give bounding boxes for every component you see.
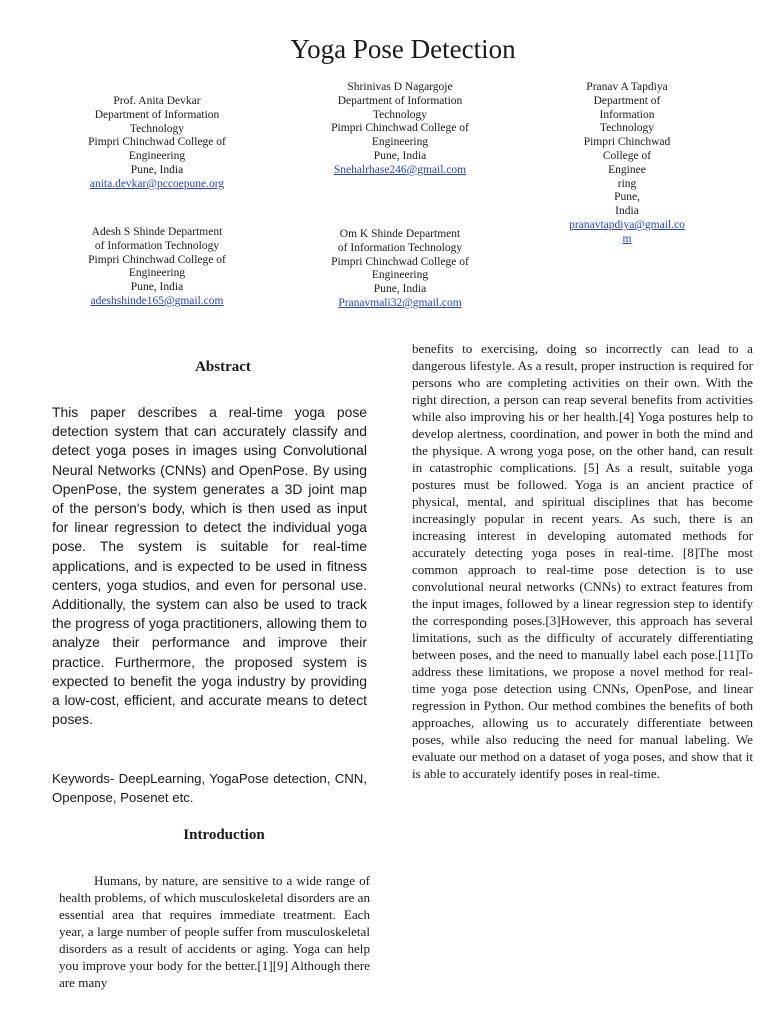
author-block-4 xyxy=(62,226,252,309)
author-dept: Department of Information xyxy=(337,94,463,107)
author-email-link[interactable]: m xyxy=(622,232,632,245)
author-college: Pimpri Chinchwad College of xyxy=(331,255,469,268)
author-college: Engineering xyxy=(128,150,186,163)
author-email-link[interactable]: Snehalrhase246@gmail.com xyxy=(333,163,467,176)
author-email-link[interactable]: pranavtapdiya@gmail.co xyxy=(569,218,685,231)
author-college: Engineering xyxy=(371,136,429,149)
author-dept: Technology xyxy=(129,122,185,135)
author-college: Enginee xyxy=(608,163,646,176)
paper-title: Yoga Pose Detection xyxy=(290,34,516,64)
author-location: India xyxy=(615,205,639,218)
author-email-link[interactable]: adeshshinde165@gmail.com xyxy=(90,294,224,307)
abstract-body: This paper describes a real-time yoga pose detection system that can accurately classify and detect yoga poses in images using Convolutional Neural Networks (CNNs) and OpenPose. By using OpenPose, the system generates a 3D joint map of the person's body, which is then used as input for linear regression to detect the individual yoga pose. The system is suitable for real-time applications, and is expected to be used in fitness centers, yoga studios, and even for personal use. Additionally, the system can also be used to track the progress of yoga practitioners, allowing them to analyze their performance and improve their practice. Furthermore, the proposed system is expected to benefit the yoga industry by providing a low-cost, efficient, and accurate means to detect poses. xyxy=(52,404,367,728)
author-college: Pimpri Chinchwad College of xyxy=(331,122,469,135)
author-college: Engineering xyxy=(128,267,186,280)
author-name: Om K Shinde Department xyxy=(339,228,461,240)
author-college: Pimpri Chinchwad College of xyxy=(88,136,226,149)
author-college: Engineering xyxy=(371,269,429,282)
author-name: Shrinivas D Nagargoje xyxy=(347,81,453,93)
author-college: Pimpri Chinchwad xyxy=(583,136,671,149)
author-dept: Department of xyxy=(593,94,661,107)
author-location: Pune, India xyxy=(373,283,427,296)
right-column-body: benefits to exercising, doing so incorrectly can lead to a dangerous lifestyle. As a result, proper instruction is required for persons who are completing activities on their own. With the right direction, a person can reap several benefits from activities while also improving his or her health.[4] Yoga postures help to develop alertness, coordination, and power in both the mind and the physique. A wrong yoga pose, on the other hand, can result in catastrophic complications. [5] As a result, suitable yoga postures must be followed. Yoga is an ancient practice of physical, mental, and spiritual disciplines that has become increasingly popular in recent years. As such, there is an increasing interest in developing automated methods for accurately detecting yoga poses in real-time. [8]The most common approach to real-time pose detection is to use convolutional neural networks (CNNs) to extract features from the input images, followed by a linear regression step to identify the corresponding poses.[3]However, this approach has several limitations, such as the difficulty of accurately differentiating between poses, and the need to manually label each pose.[11]To address these limitations, we propose a novel method for real-time yoga pose detection using CNNs, OpenPose, and linear regression in Python. Our method combines the benefits of both approaches, allowing us to accurately differentiate between poses, while also reducing the need for manual labeling. We evaluate our method on a dataset of yoga poses, and show that it is able to accurately identify poses in real-time. xyxy=(412,341,753,781)
author-block-5 xyxy=(305,228,495,311)
author-name: Adesh S Shinde Department xyxy=(91,226,223,238)
author-block-3 xyxy=(542,81,712,247)
author-dept: Technology xyxy=(599,122,655,135)
author-email-link[interactable]: anita.devkar@pccoepune.org xyxy=(89,177,225,190)
author-block-1 xyxy=(62,95,252,192)
author-dept: Technology xyxy=(372,108,428,121)
author-dept: Department of Information xyxy=(94,108,220,121)
author-college: College of xyxy=(602,149,652,162)
introduction-heading: Introduction xyxy=(183,827,265,843)
author-college: Pimpri Chinchwad College of xyxy=(88,253,226,266)
author-dept: Information xyxy=(599,108,655,121)
author-location: Pune, xyxy=(614,191,640,204)
keywords: Keywords- DeepLearning, YogaPose detection, CNN, Openpose, Posenet etc. xyxy=(52,771,367,805)
author-location: Pune, India xyxy=(373,149,427,162)
abstract-heading: Abstract xyxy=(195,359,251,375)
author-name: Pranav A Tapdiya xyxy=(586,81,668,93)
author-block-2 xyxy=(305,81,495,178)
author-college: ring xyxy=(617,177,637,190)
author-email-link[interactable]: Pranavmali32@gmail.com xyxy=(338,296,462,309)
author-dept: of Information Technology xyxy=(94,239,220,252)
introduction-body: Humans, by nature, are sensitive to a wide range of health problems, of which musculoskeletal disorders are an essential area that requires immediate treatment. Each year, a large number of people suffer from musculoskeletal disorders as a result of accidents or aging. Yoga can help you improve your body for the better.[1][9] Although there are many xyxy=(59,873,370,990)
author-location: Pune, India xyxy=(130,163,184,176)
author-dept: of Information Technology xyxy=(337,241,463,254)
author-location: Pune, India xyxy=(130,281,184,294)
author-name: Prof. Anita Devkar xyxy=(113,95,201,107)
